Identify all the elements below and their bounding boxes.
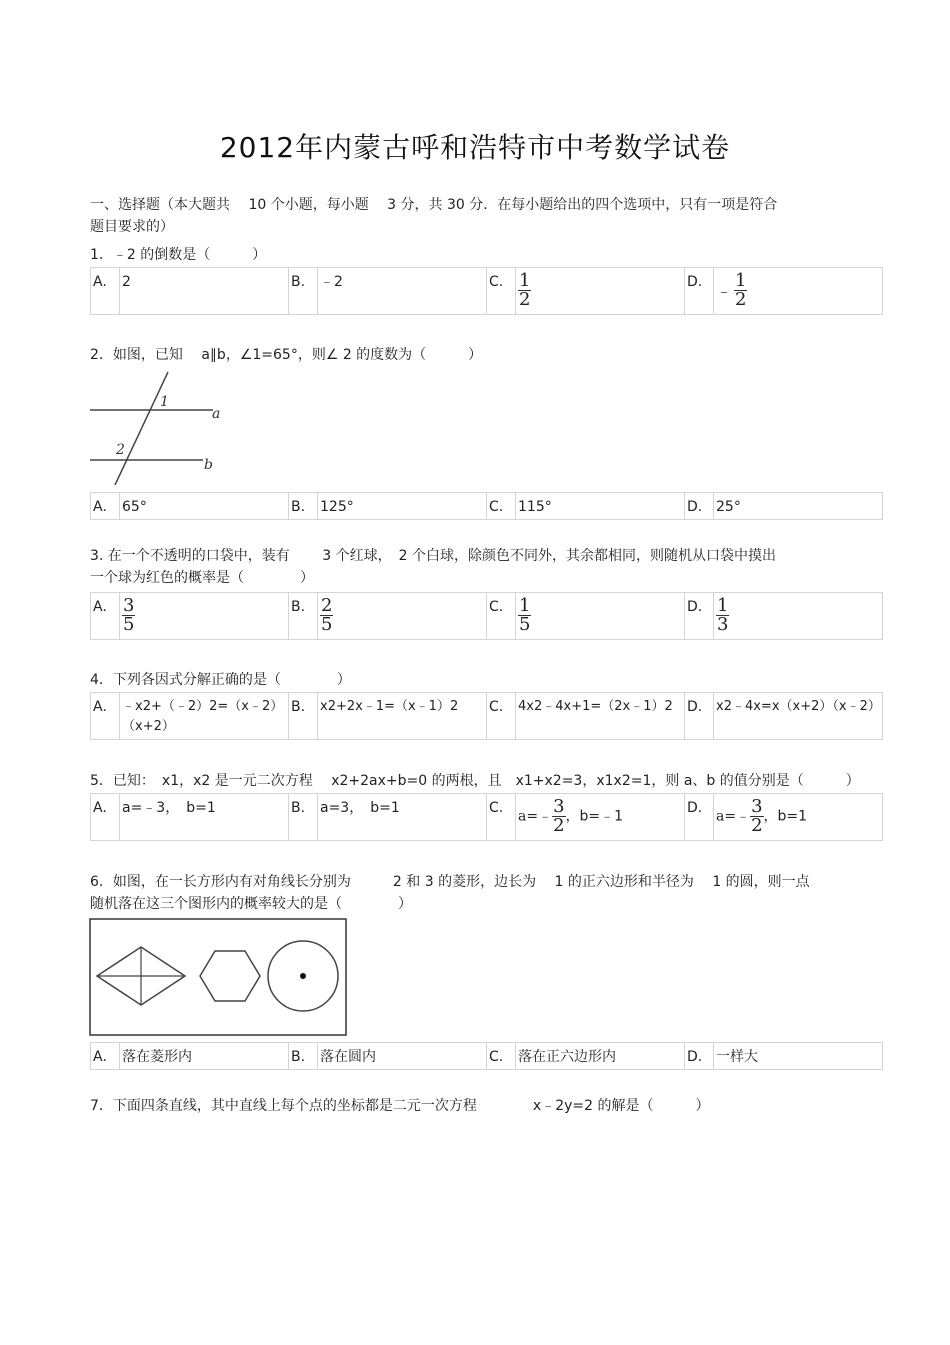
rectangle-border <box>90 919 346 1035</box>
option-a-value: a=﹣3， b=1 <box>120 794 289 841</box>
fraction <box>518 272 531 309</box>
question-6-stem: 6．如图，在一长方形内有对角线长分别为 2 和 3 的菱形，边长为 1 的正六边形和半径为 1 的圆，则一点 <box>90 874 810 890</box>
question-7-stem: 7．下面四条直线，其中直线上每个点的坐标都是二元一次方程 x﹣2y=2 的解是（ ） <box>90 1098 710 1114</box>
option-b-value: a=3， b=1 <box>318 794 487 841</box>
option-b-label: B. <box>289 794 318 841</box>
equation-prefix: a=﹣ <box>716 808 751 825</box>
question-5-options <box>90 793 883 841</box>
section-instructions-cont: 题目要求的） <box>90 219 174 235</box>
fraction-denominator: 2 <box>519 289 531 310</box>
option-b-label: B. <box>289 593 318 640</box>
fraction <box>552 798 565 835</box>
option-a-label: A. <box>91 794 120 841</box>
fraction <box>716 597 729 634</box>
fraction-numerator: 1 <box>735 270 747 291</box>
equation-prefix: a=﹣ <box>518 808 553 825</box>
fraction <box>750 798 763 835</box>
option-a-label: A. <box>91 1043 120 1070</box>
option-a-label: A. <box>91 693 120 740</box>
option-a-value: 65° <box>120 493 289 520</box>
line-b-label: b <box>204 457 213 473</box>
option-b-value: 落在圆内 <box>318 1043 487 1070</box>
fraction-numerator: 1 <box>717 595 729 616</box>
option-c-label: C. <box>487 1043 516 1070</box>
option-d-label: D. <box>685 268 714 315</box>
fraction-denominator: 5 <box>519 614 531 635</box>
angle-1-label: 1 <box>160 394 169 410</box>
option-b-label: B. <box>289 268 318 315</box>
negative-sign: ﹣ <box>716 280 733 300</box>
option-d-label: D. <box>685 794 714 841</box>
page-title: 2012年内蒙古呼和浩特市中考数学试卷 <box>219 131 731 164</box>
option-d-value: 25° <box>714 493 883 520</box>
circle-center-dot <box>300 973 306 979</box>
option-c-label: C. <box>487 794 516 841</box>
question-2-stem: 2．如图，已知 a∥b，∠1=65°，则∠ 2 的度数为（ ） <box>90 347 483 363</box>
option-a-value: 落在菱形内 <box>120 1043 289 1070</box>
option-a-value: ﹣x2+（﹣2）2=（x﹣2）（x+2） <box>120 693 289 740</box>
option-c-value: 落在正六边形内 <box>516 1043 685 1070</box>
option-c-label: C. <box>487 268 516 315</box>
fraction-denominator: 2 <box>751 815 763 836</box>
fraction <box>122 597 135 634</box>
option-c-value: 4x2﹣4x+1=（2x﹣1）2 <box>516 693 685 740</box>
fraction-numerator: 3 <box>751 796 763 817</box>
parallel-lines-figure <box>88 370 228 485</box>
option-b-label: B. <box>289 1043 318 1070</box>
shapes-figure <box>89 918 347 1036</box>
fraction <box>320 597 333 634</box>
question-1-options <box>90 267 883 315</box>
question-1-stem: 1．﹣2 的倒数是（ ） <box>90 247 267 263</box>
fraction-numerator: 3 <box>123 595 135 616</box>
fraction <box>518 597 531 634</box>
option-b-label: B. <box>289 693 318 740</box>
question-4-options <box>90 692 883 740</box>
question-6-options <box>90 1042 883 1070</box>
option-d-value <box>714 593 883 640</box>
line-a-label: a <box>212 406 221 422</box>
fraction-numerator: 1 <box>519 270 531 291</box>
fraction-numerator: 1 <box>519 595 531 616</box>
option-d-value <box>714 794 883 841</box>
fraction-denominator: 5 <box>321 614 333 635</box>
hexagon-shape <box>200 951 260 1001</box>
fraction-numerator: 2 <box>321 595 333 616</box>
equation-suffix: ，b=1 <box>763 808 808 825</box>
option-c-label: C. <box>487 593 516 640</box>
question-2-options <box>90 492 883 520</box>
option-a-value <box>120 593 289 640</box>
option-c-value <box>516 593 685 640</box>
option-b-label: B. <box>289 493 318 520</box>
question-6-stem-cont: 随机落在这三个图形内的概率较大的是（ ） <box>90 896 412 912</box>
option-d-value: x2﹣4x=x（x+2）（x﹣2） <box>714 693 883 740</box>
question-5-stem: 5．已知： x1，x2 是一元二次方程 x2+2ax+b=0 的两根，且 x1+x2=3，x1x2=1，则 a、b 的值分别是（ ） <box>90 773 860 789</box>
question-3-stem: 3. 在一个不透明的口袋中，装有 3 个红球， 2 个白球，除颜色不同外，其余都相同，则随机从口袋中摸出 <box>90 548 776 564</box>
option-c-value <box>516 794 685 841</box>
fraction-denominator: 5 <box>123 614 135 635</box>
option-d-value: 一样大 <box>714 1043 883 1070</box>
option-c-value <box>516 268 685 315</box>
option-d-label: D. <box>685 693 714 740</box>
section-instructions: 一、选择题（本大题共 10 个小题，每小题 3 分，共 30 分．在每小题给出的四个选项中，只有一项是符合 <box>90 197 778 213</box>
option-a-label: A. <box>91 268 120 315</box>
option-d-value <box>714 268 883 315</box>
option-b-value: x2+2x﹣1=（x﹣1）2 <box>318 693 487 740</box>
fraction <box>734 272 747 309</box>
option-a-label: A. <box>91 593 120 640</box>
option-b-value: 125° <box>318 493 487 520</box>
option-c-value: 115° <box>516 493 685 520</box>
option-c-label: C. <box>487 493 516 520</box>
fraction-numerator: 3 <box>553 796 565 817</box>
option-a-value: 2 <box>120 268 289 315</box>
option-d-label: D. <box>685 1043 714 1070</box>
option-c-label: C. <box>487 693 516 740</box>
fraction-denominator: 2 <box>735 289 747 310</box>
question-3-stem-cont: 一个球为红色的概率是（ ） <box>90 570 314 586</box>
fraction-denominator: 3 <box>717 614 729 635</box>
transversal-line <box>115 372 168 485</box>
question-3-options <box>90 592 883 640</box>
option-a-label: A. <box>91 493 120 520</box>
equation-suffix: ，b=﹣1 <box>565 808 624 825</box>
option-d-label: D. <box>685 493 714 520</box>
option-b-value <box>318 593 487 640</box>
question-4-stem: 4．下列各因式分解正确的是（ ） <box>90 672 351 688</box>
fraction-denominator: 2 <box>553 815 565 836</box>
option-d-label: D. <box>685 593 714 640</box>
option-b-value: ﹣2 <box>318 268 487 315</box>
angle-2-label: 2 <box>116 442 125 458</box>
